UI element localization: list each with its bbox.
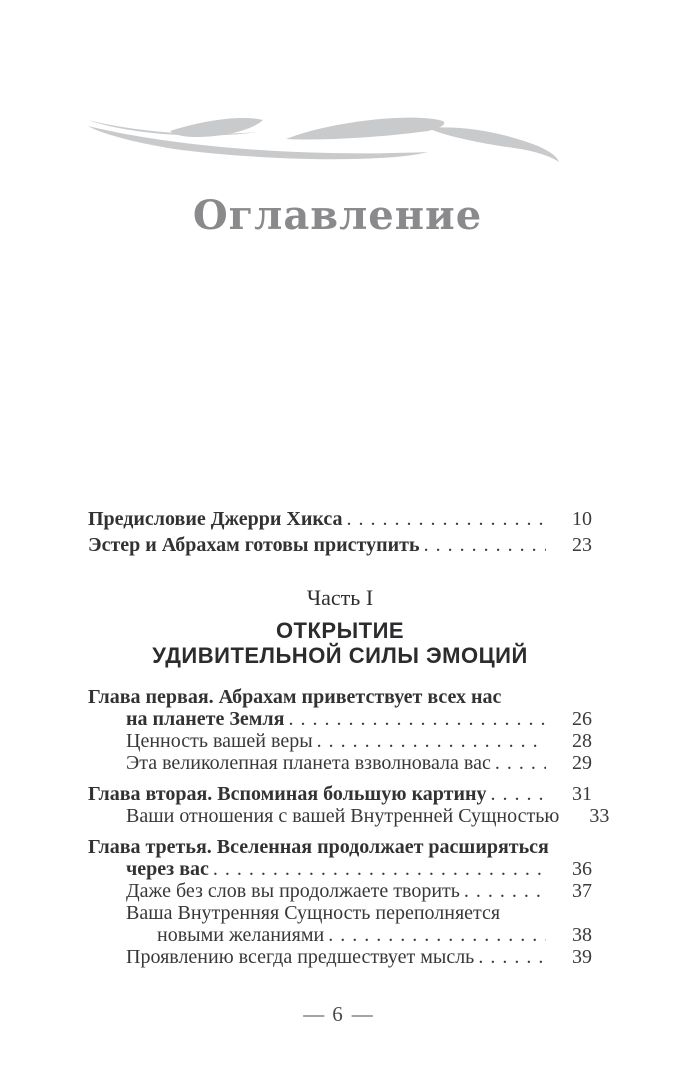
toc-entry bbox=[88, 837, 592, 858]
toc-entry bbox=[88, 687, 592, 708]
toc-leader-dots bbox=[491, 784, 546, 805]
toc-leader-dots bbox=[495, 753, 546, 774]
toc-entry bbox=[88, 535, 592, 556]
toc-page-number: 38 bbox=[572, 924, 592, 946]
part-label: Часть I bbox=[306, 585, 374, 610]
toc-entry-text: Ваша Внутренняя Сущность переполняется bbox=[126, 902, 501, 924]
toc-leader-dots bbox=[328, 925, 546, 946]
toc-leader-dots bbox=[347, 509, 547, 530]
toc-entry bbox=[88, 881, 592, 902]
toc-entry bbox=[88, 784, 592, 805]
toc-page-number: 37 bbox=[572, 880, 592, 902]
page-title: Оглавление bbox=[192, 192, 483, 239]
toc-entry-text: Проявлению всегда предшествует мысль bbox=[126, 946, 475, 968]
toc-page-number: 29 bbox=[572, 752, 592, 774]
toc-entry bbox=[88, 709, 592, 730]
toc-leader-dots bbox=[317, 731, 546, 752]
toc-entry bbox=[88, 753, 592, 774]
folio-right-dash: — bbox=[351, 1002, 372, 1026]
page-folio bbox=[0, 1002, 675, 1027]
toc-entry-text: Даже без слов вы продолжаете творить bbox=[126, 880, 460, 902]
toc-entry bbox=[88, 903, 592, 924]
table-of-contents bbox=[88, 508, 610, 969]
toc-entry-text: новыми желаниями bbox=[157, 924, 325, 946]
toc-leader-dots bbox=[424, 535, 546, 556]
toc-leader-dots bbox=[213, 859, 546, 880]
toc-page-number: 31 bbox=[572, 783, 592, 805]
toc-entry-text: через вас bbox=[126, 858, 209, 880]
toc-leader-dots bbox=[464, 881, 546, 902]
toc-entry bbox=[88, 859, 592, 880]
part-title-line2: УДИВИТЕЛЬНОЙ СИЛЫ ЭМОЦИЙ bbox=[152, 643, 528, 668]
toc-entry-text: Глава первая. Абрахам приветствует всех нас bbox=[88, 686, 502, 708]
toc-entry-text: Предисловие Джерри Хикса bbox=[88, 508, 343, 530]
toc-leader-dots bbox=[478, 947, 546, 968]
folio-page-number: 6 bbox=[332, 1002, 343, 1026]
toc-page-number: 36 bbox=[572, 858, 592, 880]
toc-entry-text: Ваши отношения с вашей Внутренней Сущностью bbox=[126, 805, 560, 827]
part-heading bbox=[88, 587, 592, 668]
toc-entry bbox=[88, 947, 592, 968]
decorative-wave-flourish-icon bbox=[86, 112, 578, 174]
toc-entry-text: Глава вторая. Вспоминая большую картину bbox=[88, 783, 487, 805]
toc-entry bbox=[88, 925, 592, 946]
toc-entry-text: Ценность вашей веры bbox=[126, 730, 313, 752]
toc-entry-text: Эстер и Абрахам готовы приступить bbox=[88, 534, 420, 556]
toc-entry bbox=[88, 731, 592, 752]
folio-left-dash: — bbox=[303, 1002, 324, 1026]
toc-entry-text: на планете Земля bbox=[126, 708, 285, 730]
toc-entry bbox=[88, 509, 592, 530]
toc-leader-dots bbox=[288, 709, 546, 730]
toc-entry-text: Глава третья. Вселенная продолжает расширяться bbox=[88, 836, 549, 858]
toc-entry bbox=[88, 805, 610, 827]
toc-page-number: 26 bbox=[572, 708, 592, 730]
toc-page-number: 39 bbox=[572, 946, 592, 968]
toc-page-number: 33 bbox=[589, 805, 610, 827]
toc-entry-text: Эта великолепная планета взволновала вас bbox=[126, 752, 491, 774]
part-title-line1: ОТКРЫТИЕ bbox=[275, 618, 405, 643]
toc-page-number: 28 bbox=[572, 730, 592, 752]
toc-page-number: 10 bbox=[572, 508, 592, 530]
toc-page-number: 23 bbox=[572, 534, 592, 556]
